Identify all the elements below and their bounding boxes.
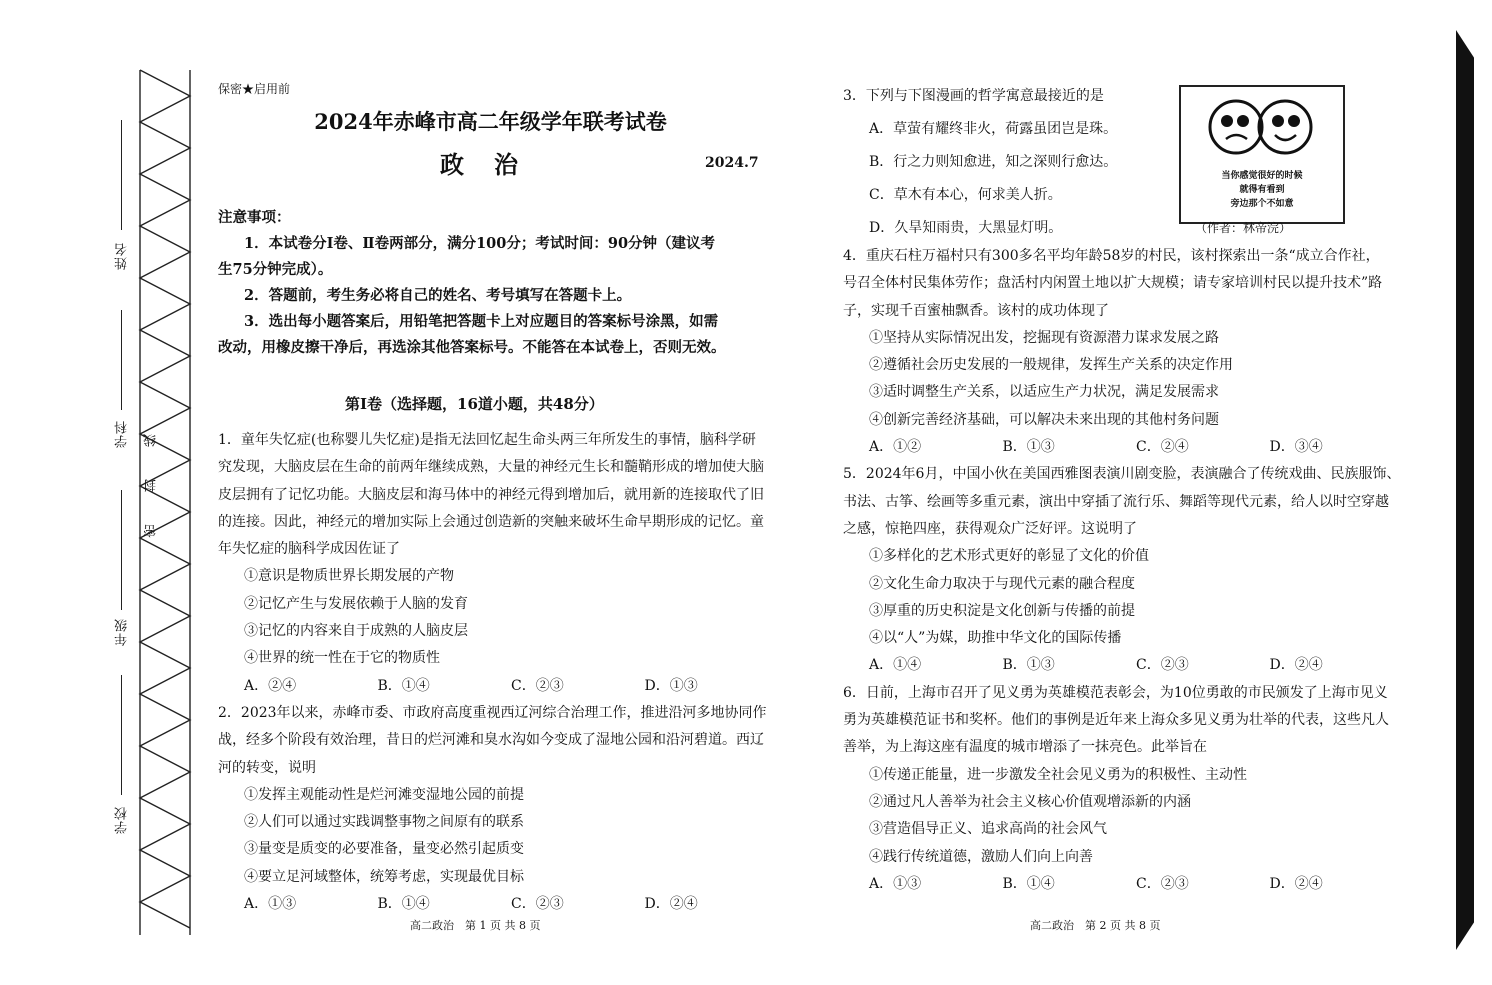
statement-item: ①多样化的艺术形式更好的彰显了文化的价值: [869, 548, 1149, 565]
statement-item: ④践行传统道德，激励人们向上向善: [869, 848, 1093, 865]
answer-options: [218, 673, 778, 700]
secret-mark: 保密★启用前: [218, 82, 291, 96]
grade-underline: [121, 490, 122, 610]
school-label: 学校: [115, 806, 130, 834]
name-underline: [121, 120, 122, 230]
question-stem-line: 战，经多个阶段有效治理，昔日的烂河滩和臭水沟如今变成了湿地公园和沿河碧道。西辽: [218, 732, 764, 749]
school-underline: [121, 675, 122, 795]
statement-item: ②记忆产生与发展依赖于人脑的发育: [244, 595, 468, 612]
question-stem-line: 1．童年失忆症(也称婴儿失忆症)是指无法回忆起生命头两三年所发生的事情，脑科学研: [218, 432, 756, 448]
statement-item: ④世界的统一性在于它的物质性: [244, 650, 440, 667]
question-3: [843, 80, 1173, 245]
notes-line: 1．本试卷分Ⅰ卷、Ⅱ卷两部分，满分100分；考试时间：90分钟（建议考: [244, 235, 716, 252]
left-column: [218, 427, 778, 918]
option-a: A．草萤有耀终非火，荷露虽团岂是珠。: [869, 121, 1118, 137]
statement-item: ①发挥主观能动性是烂河滩变湿地公园的前提: [244, 786, 524, 803]
statement-item: ③营造倡导正义、追求高尚的社会风气: [869, 821, 1107, 838]
question-stem-line: 善举，为上海这座有温度的城市增添了一抹亮色。此举旨在: [843, 739, 1207, 756]
option-b: B．①④: [377, 677, 430, 694]
subject-heading: 政治: [440, 150, 548, 179]
statement-item: ②通过凡人善举为社会主义核心价值观增添新的内涵: [869, 793, 1191, 810]
cartoon-faces-icon: [1181, 89, 1339, 159]
option-c: C．②③: [1136, 875, 1189, 892]
cartoon-image: [1179, 85, 1345, 224]
statement-item: ③量变是质变的必要准备，量变必然引起质变: [244, 841, 524, 858]
option-d: D．久旱知雨贵，大黑显灯明。: [869, 220, 1063, 236]
option-a: A．②④: [244, 677, 297, 694]
statement-item: ③记忆的内容来自于成熟的人脑皮层: [244, 623, 468, 640]
option-c: C．草木有本心，何求美人折。: [869, 187, 1062, 203]
question-stem-line: 号召全体村民集体劳作；盘活村内闲置土地以扩大规模；请专家培训村民以提升技术”路: [843, 275, 1383, 292]
option-c: C．②③: [511, 896, 564, 913]
statement-item: ④以“人”为媒，助推中华文化的国际传播: [869, 630, 1122, 647]
question-stem-line: 4．重庆石柱万福村只有300多名平均年龄58岁的村民，该村探索出一条“成立合作社，: [843, 248, 1380, 264]
cartoon-text: 当你感觉很好的时候: [1221, 171, 1303, 181]
notes-line: 3．选出每小题答案后，用铅笔把答题卡上对应题目的答案标号涂黑，如需: [244, 313, 719, 330]
question-stem-line: 3．下列与下图漫画的哲学寓意最接近的是: [843, 88, 1104, 104]
question-stem-line: 6．日前，上海市召开了见义勇为英雄模范表彰会，为10位勇敢的市民颁发了上海市见义: [843, 684, 1388, 701]
exam-date: 2024.7: [705, 155, 759, 171]
binding-strip: [0, 0, 205, 985]
question-stem-line: 勇为英雄模范证书和奖杯。他们的事例是近年来上海众多见义勇为壮举的代表，这些凡人: [843, 712, 1389, 729]
answer-options: [843, 652, 1403, 679]
zigzag-border: [0, 0, 205, 985]
scan-edge-shadow: [1456, 30, 1474, 950]
question-stem-line: 5．2024年6月，中国小伙在美国西雅图表演川剧变脸，表演融合了传统戏曲、民族服饰、: [843, 466, 1401, 483]
question-stem-line: 书法、古筝、绘画等多重元素，演出中穿插了流行乐、舞蹈等现代元素，给人以时空穿越: [843, 493, 1389, 510]
cartoon-text: 旁边那个不如意: [1230, 199, 1294, 209]
section-title: 第Ⅰ卷（选择题，16道小题，共48分）: [345, 395, 604, 413]
option-b: B．①③: [1002, 657, 1055, 674]
question-2: [218, 700, 778, 918]
option-a: A．①④: [869, 657, 922, 674]
option-b: B．①③: [1002, 439, 1055, 456]
page-footer-right: 高二政治 第 2 页 共 8 页: [1030, 919, 1161, 932]
option-a: A．①③: [244, 896, 297, 913]
option-c: C．②③: [511, 677, 564, 694]
option-d: D．②④: [1269, 875, 1323, 892]
question-1: [218, 427, 778, 700]
notes-line: 生75分钟完成）。: [218, 261, 333, 278]
question-stem-line: 年失忆症的脑科学成因佐证了: [218, 541, 400, 558]
notes-heading: 注意事项：: [218, 209, 291, 226]
option-b: B．行之力则知愈进，知之深则行愈达。: [869, 154, 1118, 170]
exam-title: 2024年赤峰市高二年级学年联考试卷: [314, 109, 667, 134]
cartoon-caption: （作者：林帝浣）: [1195, 221, 1292, 235]
seal-line-text: 密 封 线: [144, 420, 159, 538]
statement-item: ③适时调整生产关系，以适应生产力状况，满足发展需求: [869, 384, 1219, 401]
statement-item: ④要立足河域整体，统筹考虑，实现最优目标: [244, 868, 524, 885]
notes-block: [218, 205, 726, 361]
statement-item: ①坚持从实际情况出发，挖掘现有资源潜力谋求发展之路: [869, 329, 1219, 346]
statement-item: ③厚重的历史积淀是文化创新与传播的前提: [869, 602, 1135, 619]
page-footer-left: 高二政治 第 1 页 共 8 页: [410, 919, 541, 932]
statement-item: ②文化生命力取决于与现代元素的融合程度: [869, 575, 1135, 592]
question-stem-line: 河的转变，说明: [218, 759, 316, 776]
question-stem-line: 2．2023年以来，赤峰市委、市政府高度重视西辽河综合治理工作，推进沿河多地协同作: [218, 704, 767, 721]
question-stem-line: 的连接。因此，神经元的增加实际上会通过创造新的突触来破坏生命早期形成的记忆。童: [218, 513, 764, 530]
question-4: [843, 243, 1403, 461]
grade-label: 年级: [115, 618, 130, 646]
answer-options: [843, 871, 1403, 898]
option-b: B．①④: [377, 896, 430, 913]
option-d: D．②④: [1269, 657, 1323, 674]
statement-item: ②遵循社会历史发展的一般规律，发挥生产关系的决定作用: [869, 357, 1233, 374]
notes-line: 改动，用橡皮擦干净后，再选涂其他答案标号。不能答在本试卷上，否则无效。: [218, 339, 726, 356]
notes-line: 2．答题前，考生务必将自己的姓名、考号填写在答题卡上。: [244, 287, 632, 304]
cartoon-text: 就得有看到: [1239, 185, 1285, 195]
statement-item: ①意识是物质世界长期发展的产物: [244, 568, 454, 585]
answer-options: [843, 434, 1403, 461]
question-stem-line: 皮层拥有了记忆功能。大脑皮层和海马体中的神经元得到增加后，就用新的连接取代了旧: [218, 486, 764, 503]
option-a: A．①③: [869, 875, 922, 892]
answer-options: [218, 891, 778, 918]
question-5: [843, 461, 1403, 679]
question-6: [843, 680, 1403, 898]
question-stem-line: 究发现，大脑皮层在生命的前两年继续成熟，大量的神经元生长和髓鞘形成的增加使大脑: [218, 459, 764, 476]
statement-item: ④创新完善经济基础，可以解决未来出现的其他村务问题: [869, 411, 1219, 428]
option-a: A．①②: [869, 439, 922, 456]
question-stem-line: 之感，惊艳四座，获得观众广泛好评。这说明了: [843, 520, 1137, 537]
statement-item: ②人们可以通过实践调整事物之间原有的联系: [244, 814, 524, 831]
question-stem-line: 子，实现千百蜜柚飘香。该村的成功体现了: [843, 302, 1109, 319]
option-d: D．②④: [644, 896, 698, 913]
option-d: D．③④: [1269, 439, 1323, 456]
subject-label: 学科: [115, 420, 130, 448]
subject-underline: [121, 310, 122, 410]
option-b: B．①④: [1002, 875, 1055, 892]
option-c: C．②④: [1136, 439, 1189, 456]
name-label: 姓名: [115, 242, 130, 270]
option-d: D．①③: [644, 677, 698, 694]
option-c: C．②③: [1136, 657, 1189, 674]
statement-item: ①传递正能量，进一步激发全社会见义勇为的积极性、主动性: [869, 766, 1247, 783]
right-column: [843, 243, 1403, 898]
